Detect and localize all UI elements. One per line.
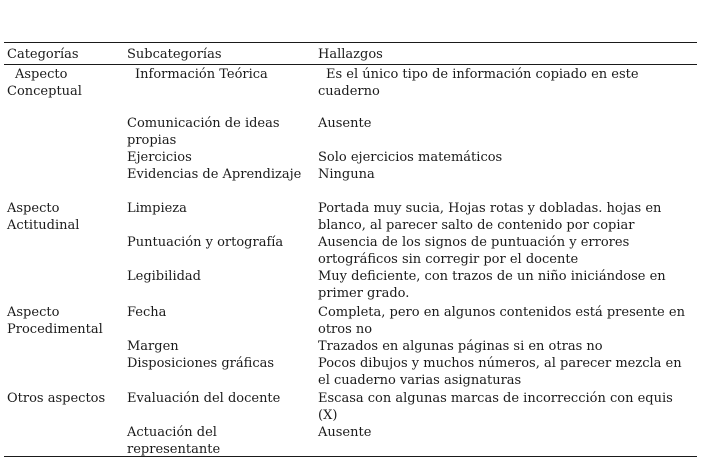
row-subcategoria: Evaluación del docente [127, 391, 281, 406]
row-hallazgo: Solo ejercicios matemáticos [318, 150, 503, 165]
header-hallazgos: Hallazgos [318, 47, 383, 62]
row-hallazgo: Ausente [318, 116, 372, 131]
row-subcategoria: Comunicación de ideas propias [127, 116, 280, 148]
row-hallazgo: Completa, pero en algunos contenidos está presente en otros no [318, 305, 685, 337]
row-subcategoria: Información Teórica [135, 67, 268, 82]
row-hallazgo: Pocos dibujos y muchos números, al parecer mezcla en el cuaderno varias asignaturas [318, 356, 682, 388]
row-hallazgo: Muy deficiente, con trazos de un niño iniciándose en primer grado. [318, 269, 666, 301]
row-categoria: Aspecto Procedimental [7, 305, 103, 337]
row-subcategoria: Puntuación y ortografía [127, 235, 284, 250]
row-subcategoria: Fecha [127, 305, 167, 320]
row-subcategoria: Legibilidad [127, 269, 201, 284]
row-subcategoria: Ejercicios [127, 150, 192, 165]
row-categoria: Aspecto Conceptual [7, 67, 82, 99]
row-hallazgo: Escasa con algunas marcas de incorrección con equis (X) [318, 391, 673, 423]
header-categorias: Categorías [7, 47, 79, 62]
row-categoria: Otros aspectos [7, 391, 106, 406]
row-hallazgo: Ninguna [318, 167, 375, 182]
row-subcategoria: Disposiciones gráficas [127, 356, 275, 371]
row-hallazgo: Es el único tipo de información copiado en este cuaderno [318, 67, 639, 99]
row-subcategoria: Margen [127, 339, 179, 354]
header-subcategorias: Subcategorías [127, 47, 222, 62]
row-subcategoria: Limpieza [127, 201, 187, 216]
row-hallazgo: Portada muy sucia, Hojas rotas y dobladas. hojas en blanco, al parecer salto de contenido por copiar [318, 201, 662, 233]
row-categoria: Aspecto Actitudinal [7, 201, 80, 233]
table-top-rule [4, 42, 697, 43]
header-rule [4, 64, 697, 65]
row-hallazgo: Ausente [318, 425, 372, 440]
row-subcategoria: Actuación del representante [127, 425, 221, 457]
row-subcategoria: Evidencias de Aprendizaje [127, 167, 302, 182]
row-hallazgo: Trazados en algunas páginas si en otras no [318, 339, 603, 354]
table-bottom-rule [4, 456, 697, 457]
row-hallazgo: Ausencia de los signos de puntuación y errores ortográficos sin corregir por el docente [318, 235, 630, 267]
